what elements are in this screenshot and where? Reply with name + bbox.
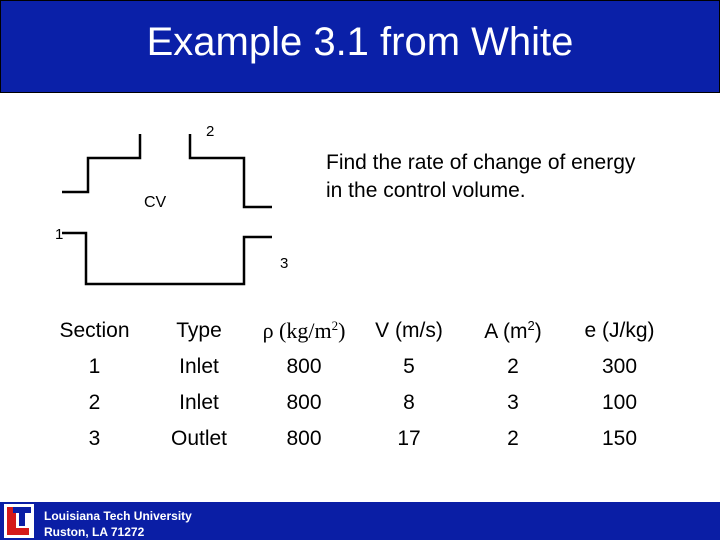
- rho-symbol: ρ: [262, 318, 274, 343]
- section-1-label: 1: [55, 226, 64, 243]
- section-2-label: 2: [206, 123, 215, 140]
- cell-density: 800: [286, 427, 322, 450]
- data-table: [40, 313, 672, 457]
- table-row: [40, 385, 672, 421]
- table-row: [40, 421, 672, 457]
- footer-location: Ruston, LA 71272: [44, 525, 145, 539]
- header-energy: e (J/kg): [584, 319, 655, 342]
- area-exponent: 2: [527, 318, 535, 333]
- area-base: A (m: [484, 320, 528, 343]
- cell-energy: 150: [601, 427, 638, 450]
- cell-type: Inlet: [179, 391, 219, 414]
- cell-type: Inlet: [179, 355, 219, 378]
- cell-area: 2: [507, 355, 519, 378]
- slide-title: Example 3.1 from White: [146, 20, 574, 64]
- cell-energy: 300: [601, 355, 638, 378]
- university-logo-icon: [4, 504, 34, 538]
- cell-type: Outlet: [170, 427, 228, 450]
- cell-velocity: 5: [403, 355, 415, 378]
- control-volume-label: CV: [144, 194, 167, 211]
- cell-area: 3: [507, 391, 519, 414]
- outlet3-wall: [62, 233, 272, 284]
- density-unit: (kg/m: [273, 318, 332, 343]
- cell-area: 2: [507, 427, 519, 450]
- cell-velocity: 17: [397, 427, 421, 450]
- density-exponent: 2: [331, 318, 339, 333]
- header-type: Type: [176, 319, 222, 342]
- cell-section: 1: [88, 355, 101, 378]
- section-3-label: 3: [280, 255, 289, 272]
- cell-density: 800: [286, 391, 322, 414]
- cell-section: 2: [88, 391, 101, 414]
- problem-statement: Find the rate of change of energy in the control volume.: [326, 151, 636, 202]
- inlet2-left-wall: [62, 134, 140, 192]
- cell-density: 800: [286, 355, 322, 378]
- footer-university: Louisiana Tech University: [44, 509, 192, 523]
- header-velocity: V (m/s): [375, 319, 443, 342]
- inlet2-right-wall: [190, 134, 272, 207]
- footer-text: [44, 508, 192, 540]
- cell-velocity: 8: [403, 391, 415, 414]
- header-area: [459, 313, 567, 349]
- header-section: Section: [59, 319, 130, 342]
- table-header-row: [40, 313, 672, 349]
- density-close: ): [338, 318, 346, 343]
- table-row: [40, 349, 672, 385]
- area-close: ): [534, 320, 542, 343]
- cell-energy: 100: [601, 391, 638, 414]
- cell-section: 3: [88, 427, 101, 450]
- header-density: [249, 313, 359, 349]
